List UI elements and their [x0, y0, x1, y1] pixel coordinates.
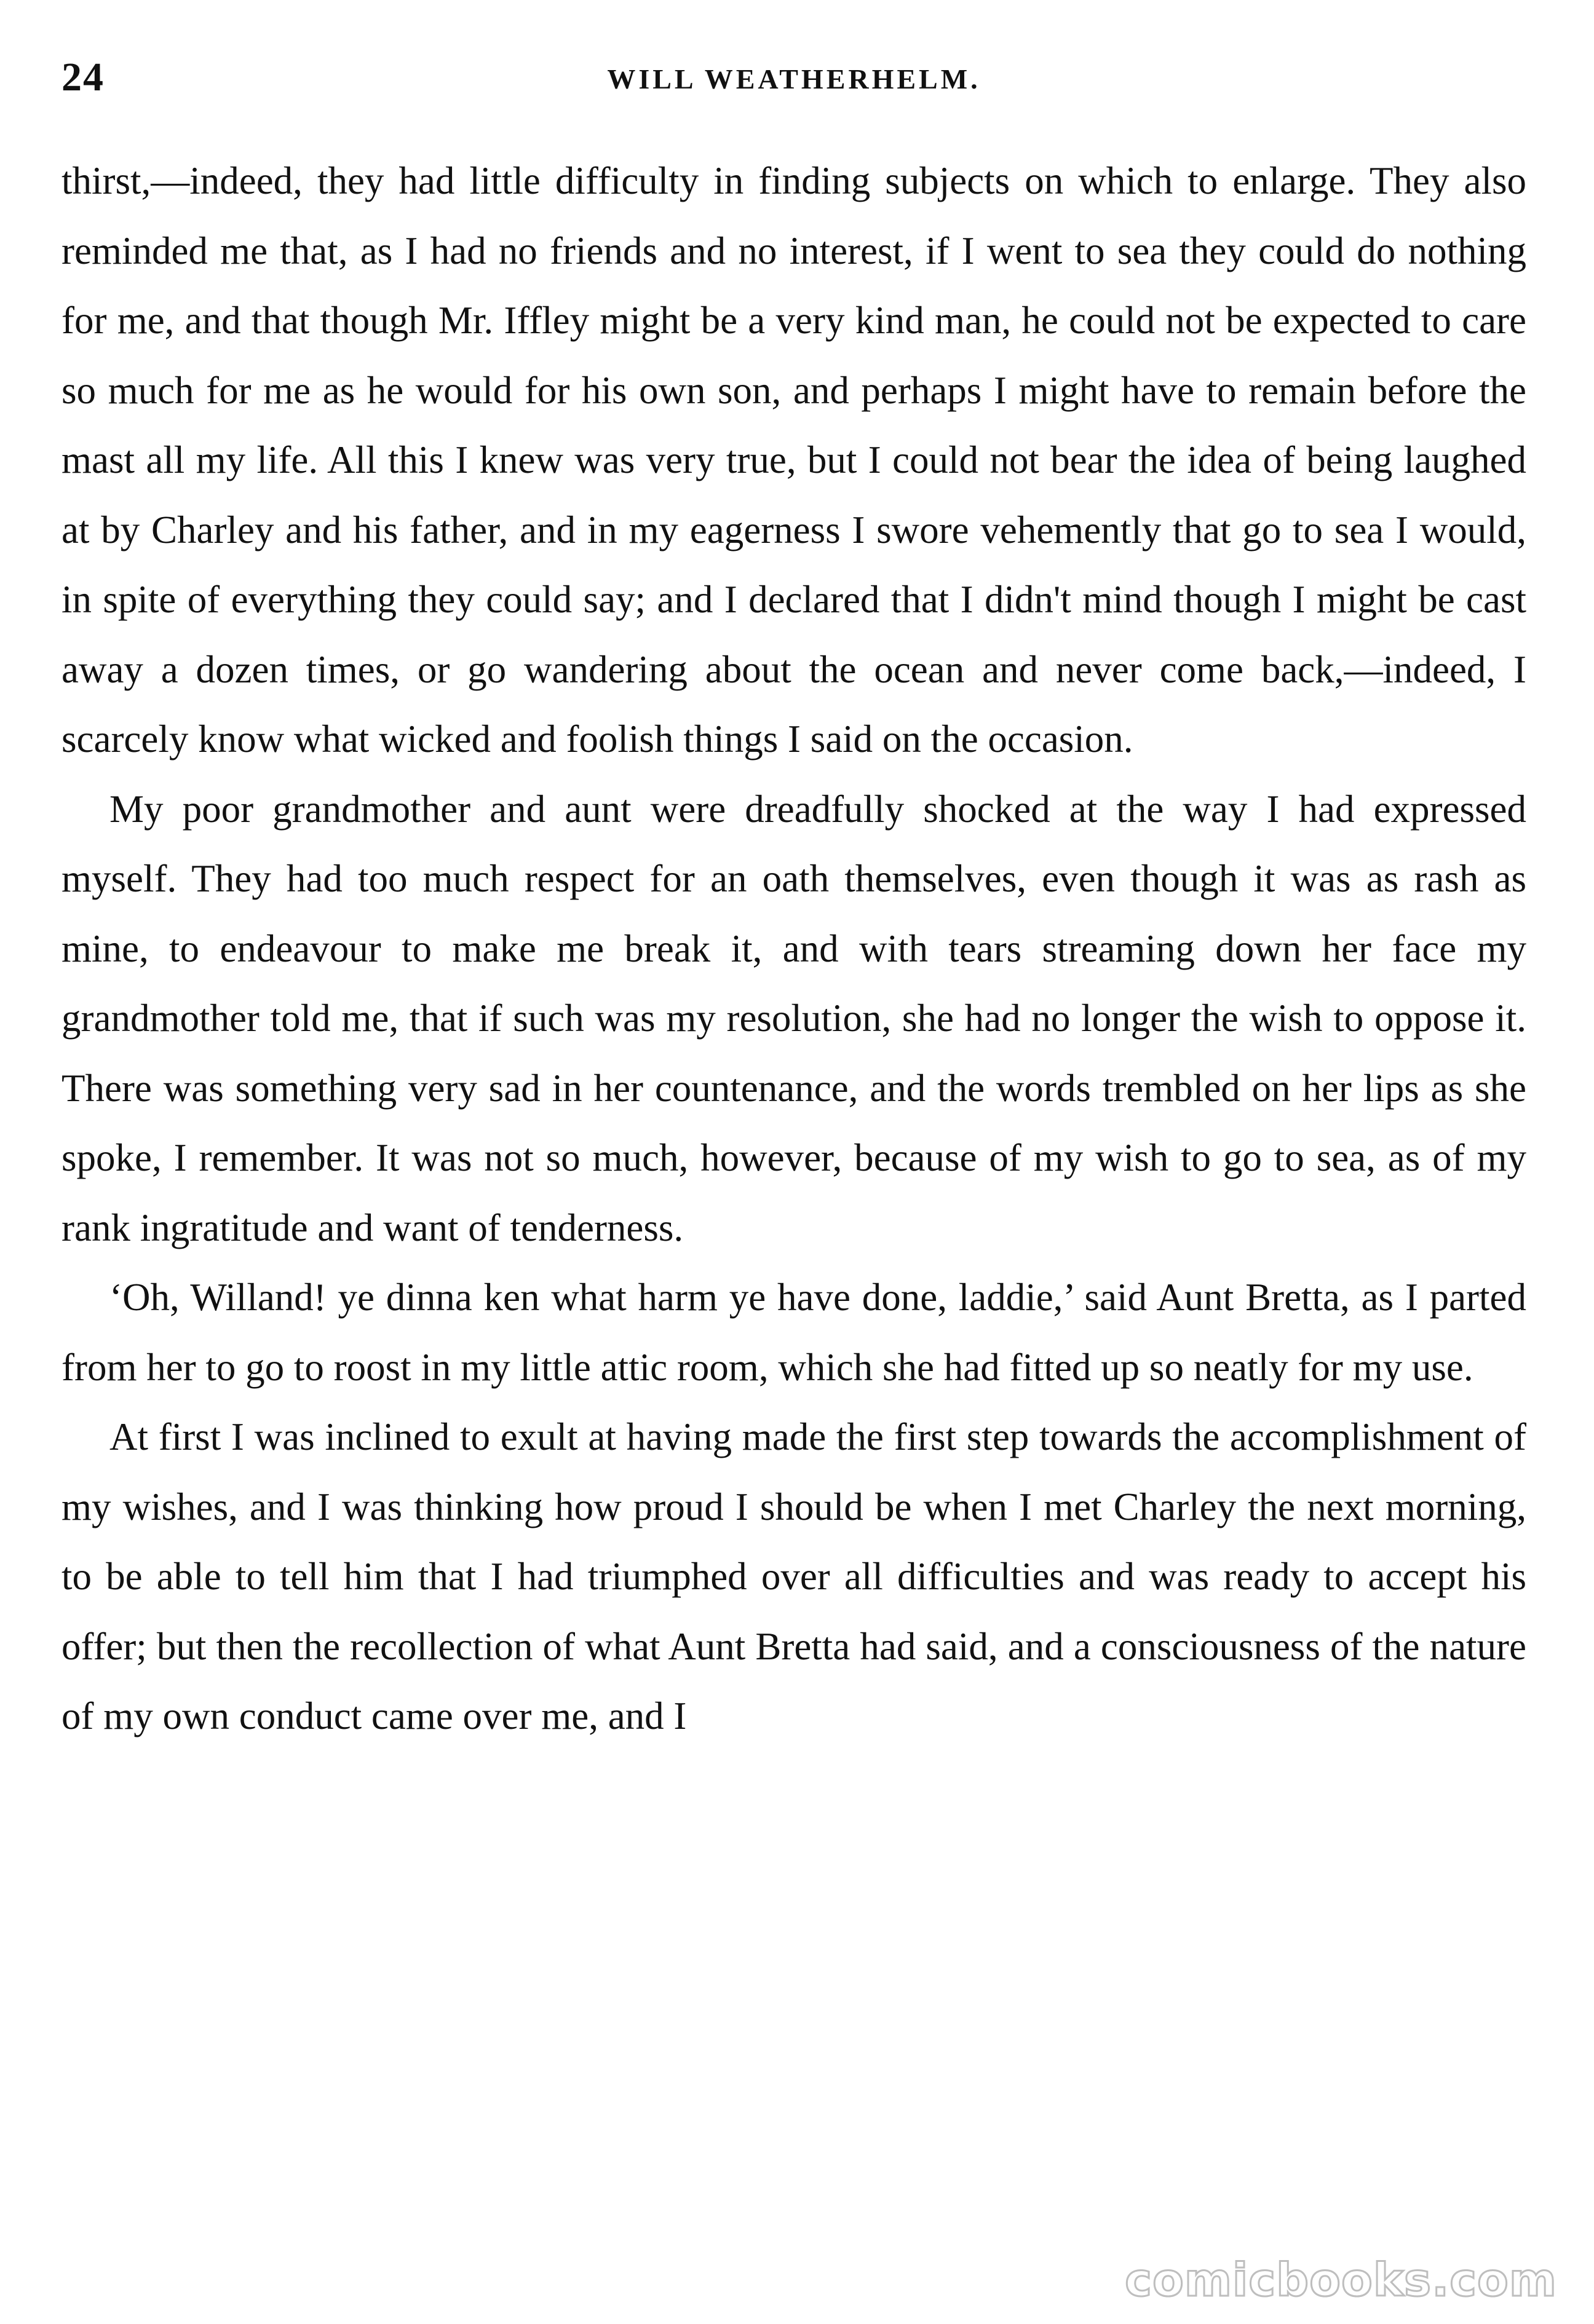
paragraph-1: thirst,—indeed, they had little difficulty in finding subjects on which to enlarge. They also reminded me that, as I had no friends and no interest, if I went to sea they could do nothing for me, and that though Mr. Iffley might be a very kind man, he could not be expected to care so much for me as he would for his own son, and perhaps I might have to remain before the mast all my life. All this I knew was very true, but I could not bear the idea of being laughed at by Charley and his father, and in my eagerness I swore vehemently that go to sea I would, in spite of everything they could say; and I declared that I didn't mind though I might be cast away a dozen times, or go wandering about the ocean and never come back,—indeed, I scarcely know what wicked and foolish things I said on the occasion. — [61, 159, 1526, 761]
page-number: 24 — [61, 55, 105, 100]
paragraph-4: At first I was inclined to exult at having made the first step towards the accomplishment of my wishes, and I was thinking how proud I should be when I met Charley the next morning, to be able to tell him that I had triumphed over all difficulties and was ready to accept his offer; but then the recollection of what Aunt Bretta had said, and a consciousness of the nature of my own conduct came over me, and I — [61, 1415, 1526, 1737]
paragraph-2: My poor grandmother and aunt were dreadfully shocked at the way I had expressed myself. They had too much respect for an oath themselves, even though it was as rash as mine, to endeavour to make me break it, and with tears streaming down her face my grandmother told me, that if such was my resolution, she had no longer the wish to oppose it. There was something very sad in her countenance, and the words trembled on her lips as she spoke, I remember. It was not so much, however, because of my wish to go to sea, as of my rank ingratitude and want of tenderness. — [61, 787, 1526, 1249]
body-text — [61, 146, 1526, 1752]
running-title: WILL WEATHERHELM. — [607, 63, 981, 95]
paragraph-3: ‘Oh, Willand! ye dinna ken what harm ye have done, laddie,’ said Aunt Bretta, as I parted from her to go to roost in my little attic room, which she had fitted up so neatly for my use. — [61, 1276, 1526, 1389]
watermark: comicbooks.com — [1125, 2254, 1557, 2307]
running-head — [61, 54, 1526, 109]
